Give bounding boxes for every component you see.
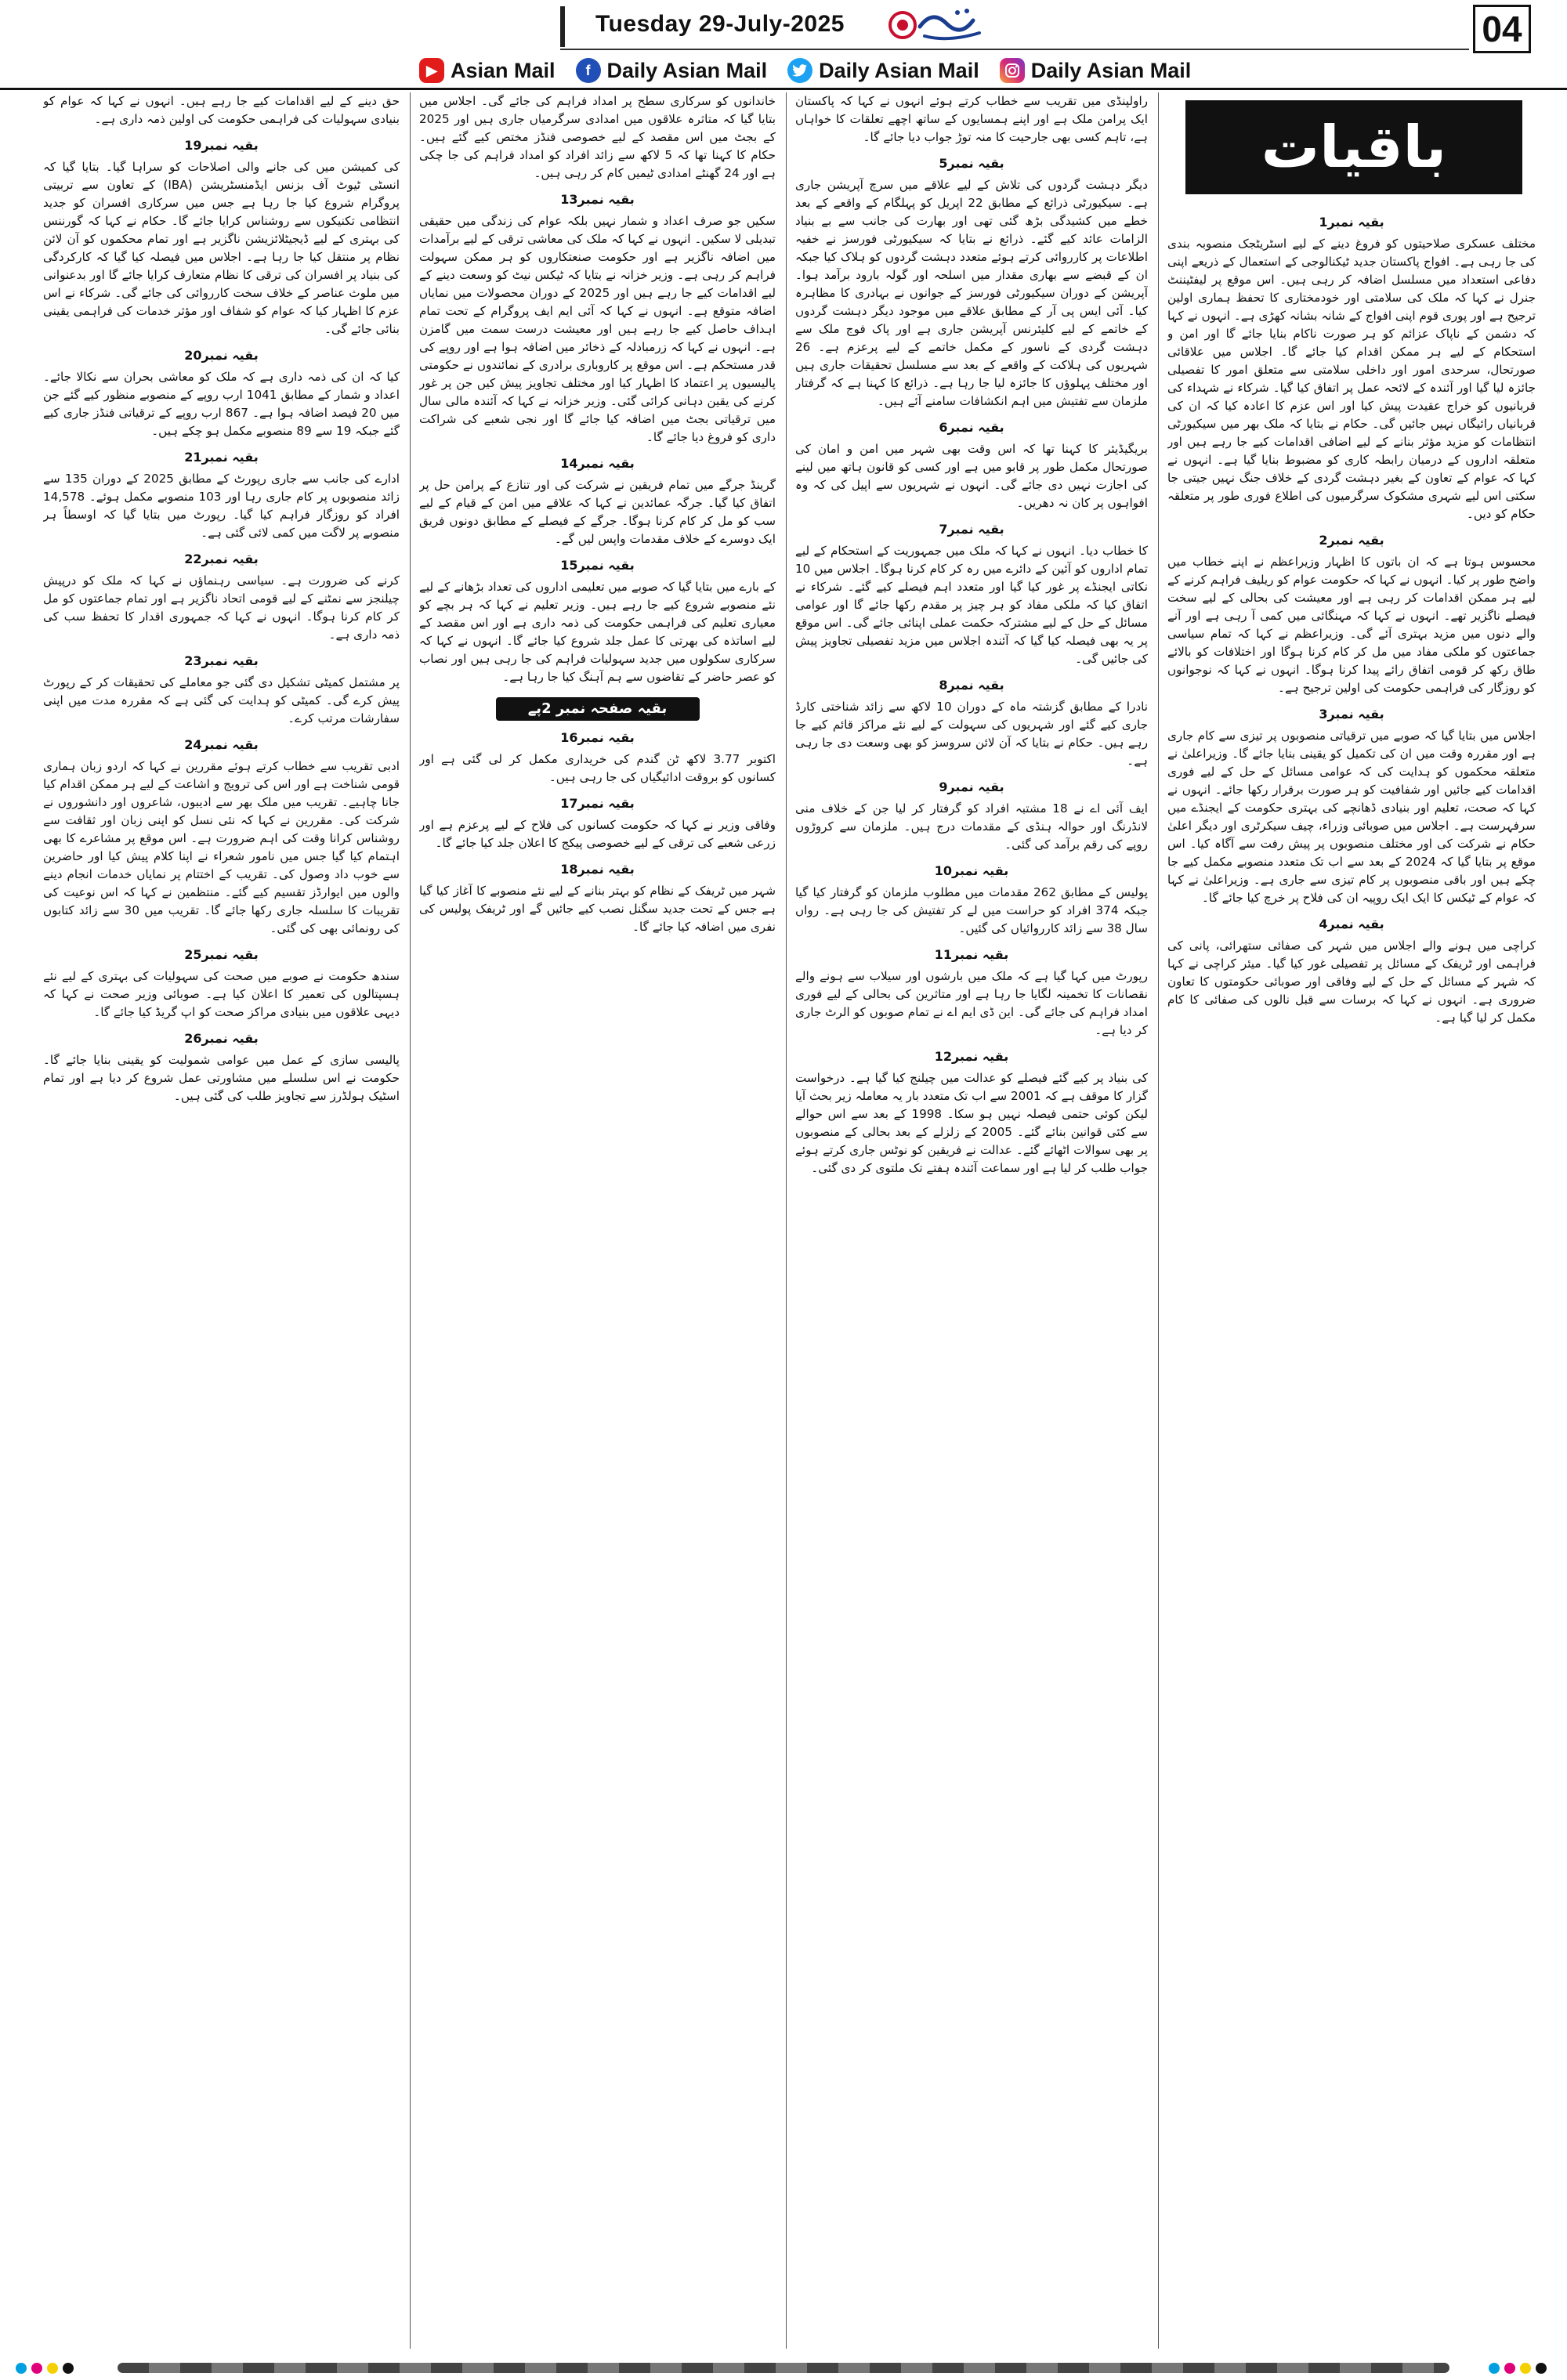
- section-text: کے بارے میں بتایا گیا کہ صوبے میں تعلیمی اداروں کی تعداد بڑھانے کے لیے نئے منصوبے شروع کیے جا رہے ہیں۔ وزیر تعلیم نے کہا کہ ہر بچے کو معیاری تعلیم کی فراہمی حکومت کی ذمہ داری ہے اور اس مقصد کے لیے اساتذہ کی بھرتی کا عمل جلد شروع کیا جائے گا۔ انہوں نے کہا کہ سرکاری سکولوں میں جدید سہولیات فراہم کی جا رہی ہیں اور نصاب کو عصر حاضر کے تقاضوں سے ہم آہنگ کیا جا رہا ہے۔: [419, 580, 776, 684]
- registration-mark: [1536, 2363, 1547, 2374]
- article-block: [43, 346, 400, 440]
- section-title-box: [1185, 100, 1522, 194]
- instagram-icon: [1000, 58, 1025, 83]
- section-text: خاندانوں کو سرکاری سطح پر امداد فراہم کی جائے گی۔ اجلاس میں بتایا گیا کہ متاثرہ علاقوں میں امدادی سرگرمیاں جاری ہیں اور 2025 کے بجٹ میں اس مقصد کے لیے خصوصی فنڈز مختص کیے گئے ہیں۔ حکام کا کہنا تھا کہ 5 لاکھ سے زائد افراد کو امداد فراہم کی جا چکی ہے اور 24 گھنٹے امدادی ٹیمیں کام کر رہی ہیں۔: [419, 94, 776, 180]
- social-label: Daily Asian Mail: [819, 58, 979, 82]
- section-title: باقیات: [1261, 114, 1447, 181]
- section-text: بریگیڈیئر کا کہنا تھا کہ اس وقت بھی شہر میں امن و امان کی صورتحال مکمل طور پر قابو میں ہے اور کسی کو قانون ہاتھ میں لینے کی اجازت نہیں دی جائے گی۔ انہوں نے شہریوں سے اپیل کی کہ وہ افواہوں پر کان نہ دھریں۔: [795, 442, 1148, 510]
- section-heading: بقیہ نمبر17: [560, 796, 635, 811]
- social-label: Daily Asian Mail: [1030, 58, 1192, 82]
- column-divider: [410, 92, 411, 2349]
- section-heading: بقیہ نمبر25: [184, 947, 259, 962]
- section-text: حق دینے کے لیے اقدامات کیے جا رہے ہیں۔ انہوں نے کہا کہ عوام کو بنیادی سہولیات کی فراہمی حکومت کی اولین ذمہ داری ہے۔: [43, 94, 400, 126]
- social-links: [419, 55, 1191, 86]
- article-block: [795, 154, 1148, 411]
- article-block: [43, 946, 400, 1022]
- section-text: گرینڈ جرگے میں تمام فریقین نے شرکت کی اور تنازع کے پرامن حل پر اتفاق کیا گیا۔ جرگہ عمائدین نے کہا کہ علاقے میں امن کے قیام کے لیے سب کو مل کر کام کرنا ہوگا۔ جرگے کے فیصلے کے مطابق دونوں فریق ایک دوسرے کے خلاف مقدمات واپس لیں گے۔: [419, 478, 776, 546]
- article-block: [795, 676, 1148, 770]
- article-block: [419, 860, 776, 936]
- section-heading: بقیہ نمبر15: [560, 558, 635, 573]
- section-heading: بقیہ نمبر23: [184, 653, 259, 668]
- registration-mark: [63, 2363, 74, 2374]
- section-text: ادبی تقریب سے خطاب کرتے ہوئے مقررین نے کہا کہ اردو زبان ہماری قومی شناخت ہے اور اس کی ترویج و اشاعت کے لیے ہر ممکن اقدام کیا جانا چاہیے۔ تقریب میں ملک بھر سے ادیبوں، شاعروں اور دانشوروں نے شرکت کی۔ مقررین نے کہا کہ نئی نسل کو اپنی زبان اور ثقافت سے روشناس کرانا وقت کی اہم ضرورت ہے۔ اس موقع پر مشاعرے کا بھی اہتمام کیا گیا جس میں نامور شعراء نے اپنا کلام پیش کیا اور حاضرین سے خوب داد وصول کی۔ تقریب کے اختتام پر نمایاں خدمات انجام دینے والوں میں ایوارڈز تقسیم کیے گئے۔ منتظمین نے کہا کہ اس نوعیت کی تقریبات کا سلسلہ جاری رکھا جائے گا۔ تقریب میں 30 سے زائد کتابوں کی رونمائی بھی کی گئی۔: [43, 759, 400, 935]
- article-block: [1167, 915, 1536, 1027]
- section-text: پالیسی سازی کے عمل میں عوامی شمولیت کو یقینی بنایا جائے گا۔ حکومت نے اس سلسلے میں مشاورتی عمل شروع کر دیا ہے اور تمام اسٹیک ہولڈرز سے تجاویز طلب کی گئی ہیں۔: [43, 1053, 400, 1103]
- section-text: کیا کہ ان کی ذمہ داری ہے کہ ملک کو معاشی بحران سے نکالا جائے۔ اعداد و شمار کے مطابق 1041 ارب روپے کے منصوبے منظور کیے گئے جن میں 20 فیصد اضافہ ہوا ہے۔ 867 ارب روپے کے ترقیاتی فنڈز جاری کیے گئے جبکہ 19 سے 89 منصوبے مکمل ہو چکے ہیں۔: [43, 370, 400, 438]
- section-text: شہر میں ٹریفک کے نظام کو بہتر بنانے کے لیے نئے منصوبے کا آغاز کیا گیا ہے جس کے تحت جدید سگنل نصب کیے جائیں گے اور ٹریفک پولیس کی نفری میں اضافہ کیا جائے گا۔: [419, 884, 776, 934]
- section-heading: بقیہ نمبر18: [560, 862, 635, 877]
- registration-mark: [1504, 2363, 1515, 2374]
- registration-mark: [16, 2363, 27, 2374]
- section-heading: بقیہ نمبر21: [184, 450, 259, 465]
- section-text: اجلاس میں بتایا گیا کہ صوبے میں ترقیاتی منصوبوں پر تیزی سے کام جاری ہے اور مقررہ وقت میں ان کی تکمیل کو یقینی بنایا جائے گا۔ وزیراعلیٰ نے متعلقہ محکموں کو ہدایت کی کہ عوامی مسائل کے حل کے لیے فوری اقدامات کیے جائیں اور شفافیت کو ہر صورت برقرار رکھا جائے۔ انہوں نے کہا کہ صحت، تعلیم اور بنیادی ڈھانچے کی بہتری حکومت کے ایجنڈے میں سرفہرست ہے۔ اجلاس میں صوبائی وزراء، چیف سیکرٹری اور دیگر اعلیٰ حکام نے شرکت کی اور مختلف منصوبوں پر پیش رفت سے آگاہ کیا۔ اس موقع پر بتایا گیا کہ 2024 کے بعد سے اب تک متعدد منصوبے مکمل کیے جا چکے ہیں اور باقی منصوبوں پر کام تیزی سے جاری ہے۔ وزیراعلیٰ نے کہا کہ عوام کے ٹیکس کا ایک ایک روپیہ ان کی فلاح پر خرچ کیا جائے گا۔: [1167, 729, 1536, 905]
- article-block: [43, 736, 400, 938]
- article-block: [1167, 213, 1536, 523]
- section-text: کی کمیشن میں کی جانے والی اصلاحات کو سراہا گیا۔ بتایا گیا کہ انسٹی ٹیوٹ آف بزنس ایڈمنسٹریشن (IBA) کے تعاون سے تربیتی پروگرام شروع کیا جا رہا ہے جس میں سرکاری افسران کو جدید انتظامی تکنیکوں سے روشناس کرایا جائے گا۔ حکام نے کہا کہ گورننس کی بہتری کے لیے ڈیجیٹلائزیشن ناگزیر ہے اور تمام محکموں کو آن لائن نظام پر منتقل کیا جا رہا ہے۔ اجلاس میں فیصلہ کیا گیا کہ کارکردگی کی بنیاد پر افسران کی ترقی کا نظام متعارف کرایا جائے گا اور بدعنوانی میں ملوث عناصر کے خلاف سخت کارروائی کی جائے گی۔ شرکاء نے اس عزم کا اظہار کیا کہ عوام کو شفاف اور مؤثر خدمات کی فراہمی یقینی بنائی جائے گی۔: [43, 160, 400, 336]
- section-text: کرنے کی ضرورت ہے۔ سیاسی رہنماؤں نے کہا کہ ملک کو درپیش چیلنجز سے نمٹنے کے لیے قومی اتحاد ناگزیر ہے اور تمام جماعتوں کو مل کر کام کرنا ہوگا۔ انہوں نے کہا کہ جمہوری اقدار کا تحفظ سب کی ذمہ داری ہے۔: [43, 573, 400, 642]
- header-rule-bottom: [0, 88, 1567, 90]
- column-2: [795, 92, 1148, 2349]
- registration-mark: [1489, 2363, 1500, 2374]
- column-3: [419, 92, 776, 2349]
- social-label: Asian Mail: [451, 58, 556, 82]
- article-block: [419, 729, 776, 787]
- article-block: [43, 1029, 400, 1105]
- article-block: [795, 946, 1148, 1040]
- page-number-box: [1473, 5, 1531, 53]
- section-heading: بقیہ نمبر24: [184, 737, 259, 752]
- article-block: [419, 556, 776, 686]
- section-text: کی بنیاد پر کیے گئے فیصلے کو عدالت میں چیلنج کیا گیا ہے۔ درخواست گزار کا موقف ہے کہ 2001 سے اب تک متعدد بار یہ معاملہ زیر بحث آیا لیکن کوئی حتمی فیصلہ نہیں ہو سکا۔ 1998 کے بعد سے اس حوالے سے کئی قوانین بنائے گئے۔ 2005 کے زلزلے کے بعد بحالی کے منصوبوں پر بھی سوالات اٹھائے گئے۔ عدالت نے فریقین کو نوٹس جاری کرتے ہوئے جواب طلب کر لیا ہے اور سماعت آئندہ ہفتے تک ملتوی کر دی گئی۔: [795, 1071, 1148, 1175]
- page-number: 04: [1482, 9, 1522, 49]
- section-text: اکتوبر 3.77 لاکھ ٹن گندم کی خریداری مکمل کر لی گئی ہے اور کسانوں کو بروقت ادائیگیاں کی جا رہی ہیں۔: [419, 752, 776, 784]
- section-heading: بقیہ نمبر3: [1319, 707, 1384, 722]
- article-block: [795, 520, 1148, 668]
- registration-mark: [1520, 2363, 1531, 2374]
- section-heading: بقیہ نمبر19: [184, 138, 259, 153]
- article-block: [43, 136, 400, 338]
- article-block: [795, 418, 1148, 512]
- section-text: محسوس ہوتا ہے کہ ان باتوں کا اظہار وزیراعظم نے اپنے خطاب میں واضح طور پر کیا۔ انہوں نے کہا کہ حکومت عوام کو ریلیف فراہم کرنے کے لیے ہر ممکن اقدامات کر رہی ہے اور معیشت کی بحالی کے لیے سخت فیصلے ناگزیر تھے۔ انہوں نے کہا کہ مہنگائی میں کمی آ رہی ہے اور آنے والے دنوں میں مزید بہتری آئے گی۔ وزیراعظم نے کہا کہ تمام سیاسی جماعتوں کو ملکی مفاد میں مل کر کام کرنا ہوگا اور اختلافات کو بالائے طاق رکھ کر قومی اتفاق رائے پیدا کرنا ہوگا۔ انہوں نے کہا کہ نوجوانوں کو روزگار کی فراہمی حکومت کی اولین ترجیح ہے۔: [1167, 555, 1536, 695]
- header-rule-top: [560, 49, 1469, 50]
- section-heading: بقیہ نمبر26: [184, 1031, 259, 1046]
- section-heading: بقیہ نمبر11: [934, 947, 1009, 962]
- column-1: [1167, 205, 1536, 2349]
- article-block: [419, 794, 776, 852]
- section-heading: بقیہ نمبر20: [184, 348, 259, 363]
- section-heading: بقیہ نمبر7: [939, 522, 1004, 537]
- social-youtube[interactable]: [419, 58, 556, 83]
- section-heading: بقیہ نمبر5: [939, 156, 1004, 171]
- social-facebook[interactable]: [576, 58, 768, 83]
- social-twitter[interactable]: [787, 58, 979, 83]
- section-heading: بقیہ نمبر6: [939, 420, 1004, 435]
- section-text: پر مشتمل کمیٹی تشکیل دی گئی جو معاملے کی تحقیقات کر کے رپورٹ پیش کرے گی۔ کمیٹی کو ہدایت کی گئی ہے کہ مقررہ مدت میں اپنی سفارشات مرتب کرے۔: [43, 675, 400, 725]
- article-block: [43, 652, 400, 728]
- youtube-icon: ▶: [419, 58, 444, 83]
- section-heading: بقیہ نمبر12: [934, 1049, 1009, 1064]
- continued-banner: بقیہ صفحہ نمبر 2پے: [496, 697, 700, 721]
- article-block: [1167, 531, 1536, 697]
- header-divider: [560, 6, 565, 47]
- section-text: راولپنڈی میں تقریب سے خطاب کرتے ہوئے انہوں نے کہا کہ پاکستان ایک پرامن ملک ہے اور اپنے ہمسایوں کے ساتھ اچھے تعلقات کا خواہاں ہے، تاہم کسی بھی جارحیت کا منہ توڑ جواب دیا جائے گا۔: [795, 94, 1148, 144]
- article-block: [419, 454, 776, 548]
- facebook-icon: f: [576, 58, 601, 83]
- article-block: [795, 92, 1148, 146]
- section-heading: بقیہ نمبر9: [939, 779, 1004, 794]
- section-heading: بقیہ نمبر2: [1319, 533, 1384, 548]
- section-text: دیگر دہشت گردوں کی تلاش کے لیے علاقے میں سرچ آپریشن جاری ہے۔ سیکیورٹی ذرائع کے مطابق 22 اپریل کو پہلگام کے واقعے کے بعد خطے میں کشیدگی بڑھ گئی تھی اور بھارت کی جانب سے بے بنیاد الزامات عائد کیے گئے۔ ذرائع نے بتایا کہ سیکیورٹی فورسز نے خفیہ اطلاعات پر کارروائی کرتے ہوئے متعدد دہشت گردوں کو ہلاک کیا جبکہ ان کے قبضے سے بھاری مقدار میں اسلحہ اور گولہ بارود برآمد ہوا۔ آپریشن کے دوران سیکیورٹی فورسز کے جوانوں نے بہادری کا مظاہرہ کیا۔ آئی ایس پی آر کے مطابق علاقے میں موجود دیگر دہشت گردوں کے خاتمے کے لیے کلیئرنس آپریشن جاری ہے اور پاک فوج ملک سے دہشت گردی کے ناسور کے مکمل خاتمے کے لیے پرعزم ہے۔ 26 شہریوں کی ہلاکت کے واقعے کے بعد سے مسلسل تحقیقات جاری ہیں اور مختلف پہلوؤں کا جائزہ لیا جا رہا ہے۔ ذرائع کا کہنا ہے کہ گرفتار ملزمان سے تفتیش میں اہم انکشافات سامنے آئے ہیں۔: [795, 178, 1148, 408]
- section-text: کراچی میں ہونے والے اجلاس میں شہر کی صفائی ستھرائی، پانی کی فراہمی اور ٹریفک کے مسائل پر تفصیلی غور کیا گیا۔ میئر کراچی نے کہا کہ شہر کے مسائل کے حل کے لیے وفاقی اور صوبائی حکومتوں کا تعاون ضروری ہے۔ انہوں نے کہا کہ برسات سے قبل نالوں کی صفائی کا کام مکمل کر لیا گیا ہے۔: [1167, 939, 1536, 1025]
- page-header: [0, 0, 1567, 92]
- registration-mark: [31, 2363, 42, 2374]
- masthead-logo: [885, 3, 995, 49]
- section-heading: بقیہ نمبر8: [939, 678, 1004, 693]
- column-divider: [786, 92, 787, 2349]
- section-text: مختلف عسکری صلاحیتوں کو فروغ دینے کے لیے اسٹریٹجک منصوبہ بندی کی جا رہی ہے۔ افواج پاکستان جدید ٹیکنالوجی کے استعمال کے ذریعے اپنی دفاعی استعداد میں مسلسل اضافہ کر رہی ہیں۔ اس موقع پر لیفٹیننٹ جنرل نے کہا کہ ملک کی سلامتی اور خودمختاری کا تحفظ ہماری اولین ترجیح ہے اور پوری قوم اپنی افواج کے شانہ بشانہ کھڑی ہے۔ انہوں نے کہا کہ دشمن کے ناپاک عزائم کو ہر صورت ناکام بنایا جائے گا اور امن و استحکام کے لیے ہر ممکن اقدام کیا جائے گا۔ اجلاس میں علاقائی صورتحال، سرحدی امور اور داخلی سلامتی سے متعلق امور کا تفصیلی جائزہ لیا گیا اور آئندہ کے لائحہ عمل پر اتفاق کیا گیا۔ شرکاء نے شہداء کی قربانیوں کو خراج عقیدت پیش کیا اور اس عزم کا اعادہ کیا کہ ان کی قربانیاں رائیگاں نہیں جائیں گی۔ حکام نے بتایا کہ ملک بھر میں سیکیورٹی انتظامات کو مزید مؤثر بنانے کے لیے اضافی اقدامات کیے جا رہے ہیں اور متعلقہ اداروں کے درمیان رابطہ کاری کو مضبوط بنایا گیا ہے۔ انہوں نے کہا کہ عوام کے تعاون کے بغیر دہشت گردی کے خلاف جنگ نہیں جیتی جا سکتی اس لیے شہری مشکوک سرگرمیوں کی اطلاع فوری طور پر متعلقہ حکام کو دیں۔: [1167, 237, 1536, 521]
- page-footer: [0, 2356, 1567, 2380]
- article-block: [795, 862, 1148, 938]
- column-divider: [1158, 92, 1159, 2349]
- section-heading: بقیہ نمبر14: [560, 456, 635, 471]
- section-text: رپورٹ میں کہا گیا ہے کہ ملک میں بارشوں اور سیلاب سے ہونے والے نقصانات کا تخمینہ لگایا جا رہا ہے اور متاثرین کی بحالی کے لیے فوری امداد فراہم کی جائے گی۔ این ڈی ایم اے نے تمام صوبوں کو الرٹ جاری کر دیا ہے۔: [795, 969, 1148, 1037]
- section-text: کا خطاب دیا۔ انہوں نے کہا کہ ملک میں جمہوریت کے استحکام کے لیے تمام اداروں کو آئین کے دائرے میں رہ کر کام کرنا ہوگا۔ اجلاس میں 10 نکاتی ایجنڈے پر غور کیا گیا اور متعدد اہم فیصلے کیے گئے۔ شرکاء نے اتفاق کیا کہ ملکی مفاد کو ہر چیز پر مقدم رکھا جائے گا اور عوامی مسائل کے حل کے لیے مشترکہ حکمت عملی اپنائی جائے گی۔ اس موقع پر یہ بھی فیصلہ کیا گیا کہ آئندہ اجلاس میں مزید تفصیلی تجاویز پیش کی جائیں گی۔: [795, 544, 1148, 666]
- article-block: [795, 778, 1148, 854]
- article-block: [419, 190, 776, 447]
- section-heading: بقیہ نمبر13: [560, 192, 635, 207]
- section-text: ایف آئی اے نے 18 مشتبہ افراد کو گرفتار کر لیا جن کے خلاف منی لانڈرنگ اور حوالہ ہنڈی کے مقدمات درج ہیں۔ ملزمان سے کروڑوں روپے کی رقم برآمد کی گئی۔: [795, 801, 1148, 852]
- section-heading: بقیہ نمبر22: [184, 552, 259, 566]
- section-text: ادارے کی جانب سے جاری رپورٹ کے مطابق 2025 کے دوران 135 سے زائد منصوبوں پر کام جاری رہا اور 103 منصوبے مکمل ہوئے۔ 14,578 افراد کو روزگار فراہم کیا گیا۔ رپورٹ میں بتایا گیا کہ اوسطاً ہر منصوبے پر لاگت میں کمی لائی گئی ہے۔: [43, 472, 400, 540]
- article-block: [795, 1047, 1148, 1177]
- section-text: پولیس کے مطابق 262 مقدمات میں مطلوب ملزمان کو گرفتار کیا گیا جبکہ 374 افراد کو حراست میں لے کر تفتیش کی جا رہی ہے۔ رواں سال 38 سے زائد کارروائیاں کی گئیں۔: [795, 885, 1148, 935]
- social-label: Daily Asian Mail: [606, 58, 768, 82]
- article-block: [43, 448, 400, 542]
- article-block: [1167, 705, 1536, 907]
- section-text: سندھ حکومت نے صوبے میں صحت کی سہولیات کی بہتری کے لیے نئے ہسپتالوں کی تعمیر کا اعلان کیا ہے۔ صوبائی وزیر صحت نے کہا کہ دیہی علاقوں میں بنیادی مراکز صحت کو اپ گریڈ کیا جائے گا۔: [43, 969, 400, 1019]
- section-heading: بقیہ نمبر10: [934, 863, 1009, 878]
- twitter-icon: [787, 58, 812, 83]
- registration-mark: [47, 2363, 58, 2374]
- section-text: وفاقی وزیر نے کہا کہ حکومت کسانوں کی فلاح کے لیے پرعزم ہے اور زرعی شعبے کی ترقی کے لیے خصوصی پیکج کا اعلان جلد کیا جائے گا۔: [419, 818, 776, 850]
- article-block: [43, 550, 400, 644]
- section-heading: بقیہ نمبر1: [1319, 215, 1384, 230]
- print-color-bar: [118, 2363, 1449, 2373]
- section-heading: بقیہ نمبر16: [560, 730, 635, 745]
- section-heading: بقیہ نمبر4: [1319, 917, 1384, 931]
- column-4: [43, 92, 400, 2349]
- issue-date: Tuesday 29-July-2025: [595, 11, 845, 37]
- section-text: نادرا کے مطابق گزشتہ ماہ کے دوران 10 لاکھ سے زائد شناختی کارڈ جاری کیے گئے اور شہریوں کی سہولت کے لیے نئے مراکز قائم کیے جا رہے ہیں۔ حکام نے بتایا کہ آن لائن سروسز کو بھی وسعت دی جا رہی ہے۔: [795, 700, 1148, 768]
- section-text: سکیں جو صرف اعداد و شمار نہیں بلکہ عوام کی زندگی میں حقیقی تبدیلی لا سکیں۔ انہوں نے کہا کہ ملک کی معاشی ترقی کے لیے برآمدات میں اضافہ ناگزیر ہے اور حکومت صنعتکاروں کو ہر ممکن سہولت فراہم کر رہی ہے۔ وزیر خزانہ نے بتایا کہ ٹیکس نیٹ کو وسعت دینے کے لیے اقدامات کیے جا رہے ہیں اور 2025 کے دوران محصولات میں نمایاں اضافہ متوقع ہے۔ انہوں نے کہا کہ آئی ایم ایف پروگرام کے تحت تمام اہداف حاصل کیے جا رہے ہیں اور معیشت درست سمت میں گامزن ہے۔ انہوں نے کہا کہ زرمبادلہ کے ذخائر میں اضافہ ہوا ہے اور روپے کی قدر مستحکم ہے۔ اس موقع پر کاروباری برادری کے نمائندوں نے حکومتی پالیسیوں پر اعتماد کا اظہار کیا اور مختلف تجاویز پیش کیں جن پر غور کرنے کی یقین دہانی کرائی گئی۔ وزیر خزانہ نے کہا کہ آئندہ مالی سال میں ترقیاتی بجٹ میں اضافہ کیا جائے گا اور نجی شعبے کی شراکت داری کو فروغ دیا جائے گا۔: [419, 214, 776, 444]
- social-instagram[interactable]: [1000, 58, 1192, 83]
- article-block: [43, 92, 400, 128]
- article-block: [419, 92, 776, 183]
